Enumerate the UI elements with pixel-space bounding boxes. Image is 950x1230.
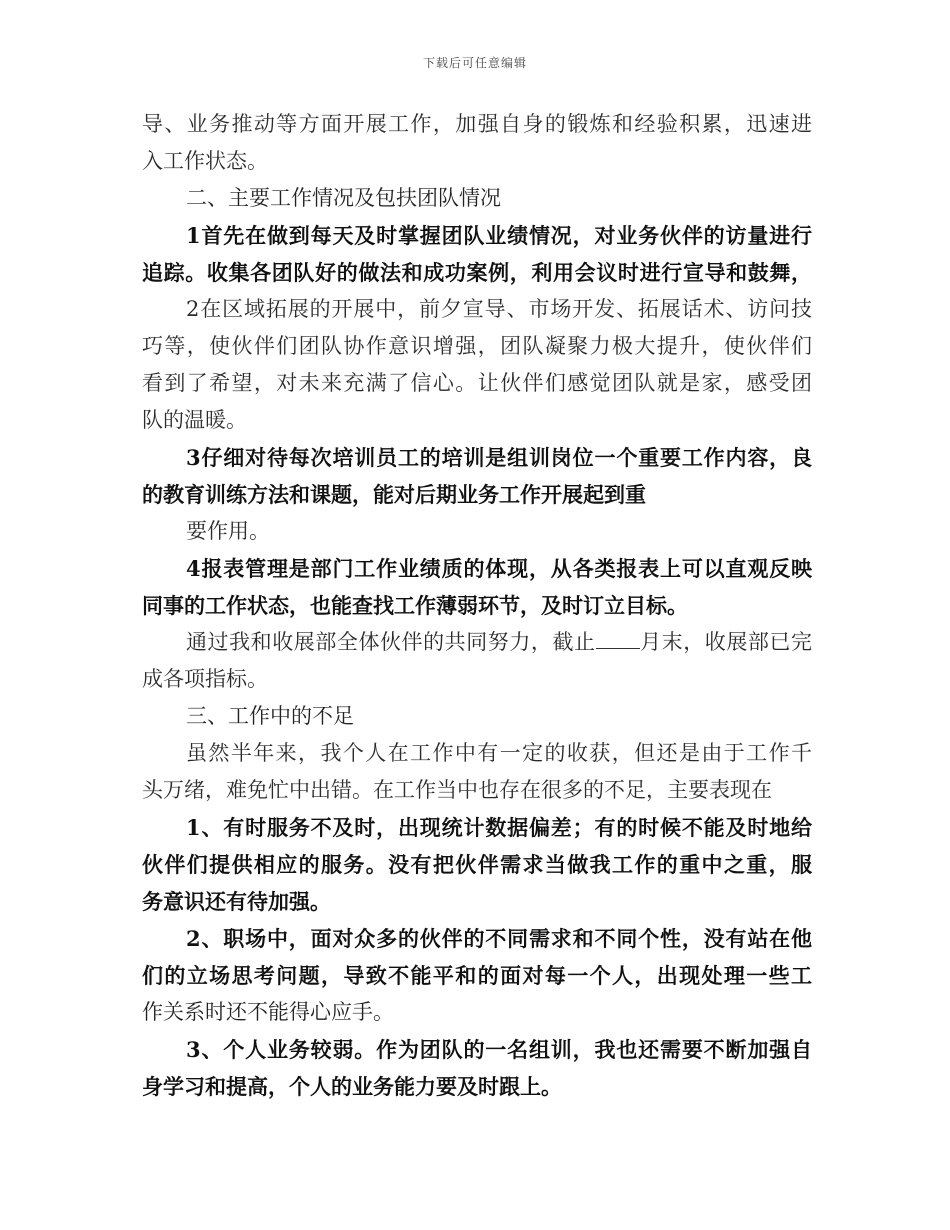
text-line: 作关系时还不能得心应手。: [142, 1000, 394, 1024]
text-line: 的教育训练方法和课题，能对后期业务工作开展起到重: [142, 482, 646, 507]
text-line: 3仔细对待每次培训员工的培训是组训岗位一个重要工作内容，良: [186, 445, 812, 470]
text-line: 4报表管理是部门工作业绩质的体现，从各类报表上可以直观反映: [186, 556, 812, 581]
text-line: 伙伴们提供相应的服务。没有把伙伴需求当做我工作的重中之重，服: [142, 852, 812, 877]
text-line: 同事的工作状态，也能查找工作薄弱环节，及时订立目标。: [142, 593, 688, 618]
text-line: 2、职场中，面对众多的伙伴的不同需求和不同个性，没有站在他: [186, 926, 812, 951]
fill-in-blank: [596, 628, 640, 649]
text-line: 入工作状态。: [142, 149, 268, 173]
text-line: 3、个人业务较弱。作为团队的一名组训，我也还需要不断加强自: [186, 1037, 812, 1062]
document-body: [142, 106, 812, 1105]
text-line: 务意识还有待加强。: [142, 889, 331, 914]
text-line: 身学习和提高，个人的业务能力要及时跟上。: [142, 1074, 562, 1099]
text-line: 要作用。: [186, 519, 270, 543]
text-line: 头万绪，难免忙中出错。在工作当中也存在很多的不足，主要表现在: [142, 778, 772, 802]
text-line-with-blank: [142, 624, 812, 661]
text-segment: 通过我和收展部全体伙伴的共同努力，截止: [186, 630, 596, 654]
text-line: 追踪。收集各团队好的做法和成功案例，利用会议时进行宣导和鼓舞，: [142, 260, 812, 285]
text-line: 2在区域拓展的开展中，前夕宣导、市场开发、拓展话术、访问技: [186, 297, 812, 321]
text-line: 看到了希望，对未来充满了信心。让伙伴们感觉团队就是家，感受团: [142, 371, 812, 395]
section-heading: 三、工作中的不足: [186, 704, 354, 728]
text-line: 1首先在做到每天及时掌握团队业绩情况，对业务伙伴的访量进行: [186, 223, 812, 248]
text-line: 队的温暖。: [142, 408, 247, 432]
text-line: 巧等，使伙伴们团队协作意识增强，团队凝聚力极大提升，使伙伴们: [142, 334, 812, 358]
text-line: 1、有时服务不及时，出现统计数据偏差；有的时候不能及时地给: [186, 815, 812, 840]
text-line: 导、业务推动等方面开展工作，加强自身的锻炼和经验积累，迅速进: [142, 112, 812, 136]
text-line: 虽然半年来，我个人在工作中有一定的收获，但还是由于工作千: [186, 741, 812, 765]
text-line: 们的立场思考问题，导致不能平和的面对每一个人，出现处理一些工: [142, 963, 812, 988]
text-line: 成各项指标。: [142, 667, 268, 691]
section-heading: 二、主要工作情况及包扶团队情况: [186, 186, 501, 210]
page-header: 下载后可任意编辑: [422, 56, 527, 70]
text-segment: 月末，收展部已完: [639, 630, 812, 654]
